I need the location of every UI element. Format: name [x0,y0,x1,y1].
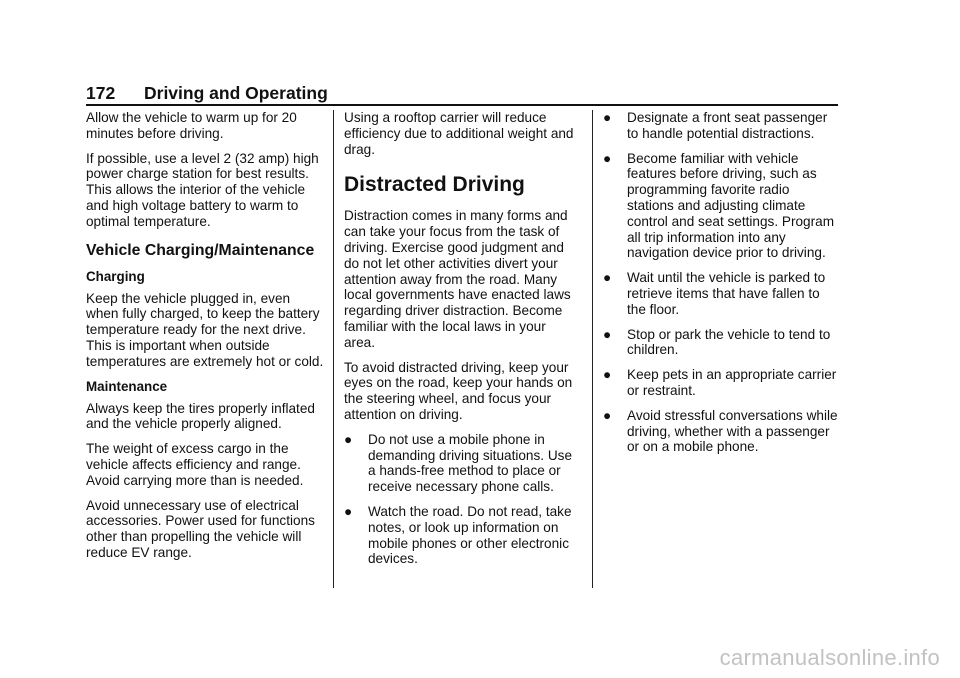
bullet-item [603,367,839,399]
bullet-icon: ● [603,367,612,383]
page-number: 172 [86,83,116,103]
bullet-text: Become familiar with vehicle features before driving, such as programming favorite radio stations and adjusting climate control and seat settings. Program all trip information into any navigation device prior to driving. [627,150,835,261]
bullet-icon: ● [344,431,353,447]
column-3 [603,110,839,464]
column-divider [592,110,593,588]
paragraph: Using a rooftop carrier will reduce efficiency due to additional weight and drag. [344,110,574,157]
bullet-item [344,432,580,495]
paragraph: Keep the vehicle plugged in, even when fully charged, to keep the battery temperature ready for the next drive. This is important when outside temperatures are extremely hot or cold. [86,290,324,369]
bullet-item [603,408,839,455]
bullet-icon: ● [344,503,353,519]
paragraph: If possible, use a level 2 (32 amp) high power charge station for best results. This allows the interior of the vehicle and high voltage battery to warm to optimal temperature. [86,150,319,229]
bullet-item [603,327,839,359]
column-1 [86,110,326,570]
paragraph: Allow the vehicle to warm up for 20 minutes before driving. [86,110,297,141]
paragraph: To avoid distracted driving, keep your eyes on the road, keep your hands on the steering wheel, and focus your attention on driving. [344,359,573,422]
bullet-item [344,504,580,567]
bullet-text: Watch the road. Do not read, take notes, or look up information on mobile phones or other electronic devices. [368,503,572,567]
section-heading: Vehicle Charging/Maintenance [86,241,315,259]
bullet-item [603,270,839,317]
bullet-text: Do not use a mobile phone in demanding driving situations. Use a hands-free method to place or receive necessary phone calls. [368,431,573,495]
watermark: carmanualsonline.info [719,645,940,670]
bullet-text: Stop or park the vehicle to tend to children. [627,326,831,358]
paragraph: Avoid unnecessary use of electrical accessories. Power used for functions other than propelling the vehicle will reduce EV range. [86,497,315,560]
header-rule [86,104,838,106]
bullet-icon: ● [603,326,612,342]
paragraph: Distraction comes in many forms and can take your focus from the task of driving. Exercise good judgment and do not let other activities divert your attention away from the road. Many local governments have enacted laws regarding driver distraction. Become familiar with the local laws in your area. [344,208,571,350]
bullet-icon: ● [603,407,612,423]
bullet-item [603,151,839,262]
page-header [86,82,838,104]
subheading: Maintenance [86,378,168,394]
bullet-text: Keep pets in an appropriate carrier or restraint. [627,367,837,398]
bullet-icon: ● [603,110,612,125]
bullet-icon: ● [603,270,612,286]
bullet-text: Designate a front seat passenger to handle potential distractions. [627,110,828,141]
column-2 [344,110,580,576]
paragraph: The weight of excess cargo in the vehicle affects efficiency and range. Avoid carrying more than is needed. [86,441,304,488]
bullet-text: Avoid stressful conversations while driving, whether with a passenger or on a mobile phone. [627,407,838,455]
chapter-title: Driving and Operating [144,83,328,103]
bullet-icon: ● [603,150,612,166]
column-divider [333,110,334,588]
bullet-item [603,110,839,142]
paragraph: Always keep the tires properly inflated and the vehicle properly aligned. [86,400,315,432]
subheading: Charging [86,268,145,284]
section-title: Distracted Driving [344,173,525,197]
bullet-text: Wait until the vehicle is parked to retrieve items that have fallen to the floor. [627,270,826,317]
